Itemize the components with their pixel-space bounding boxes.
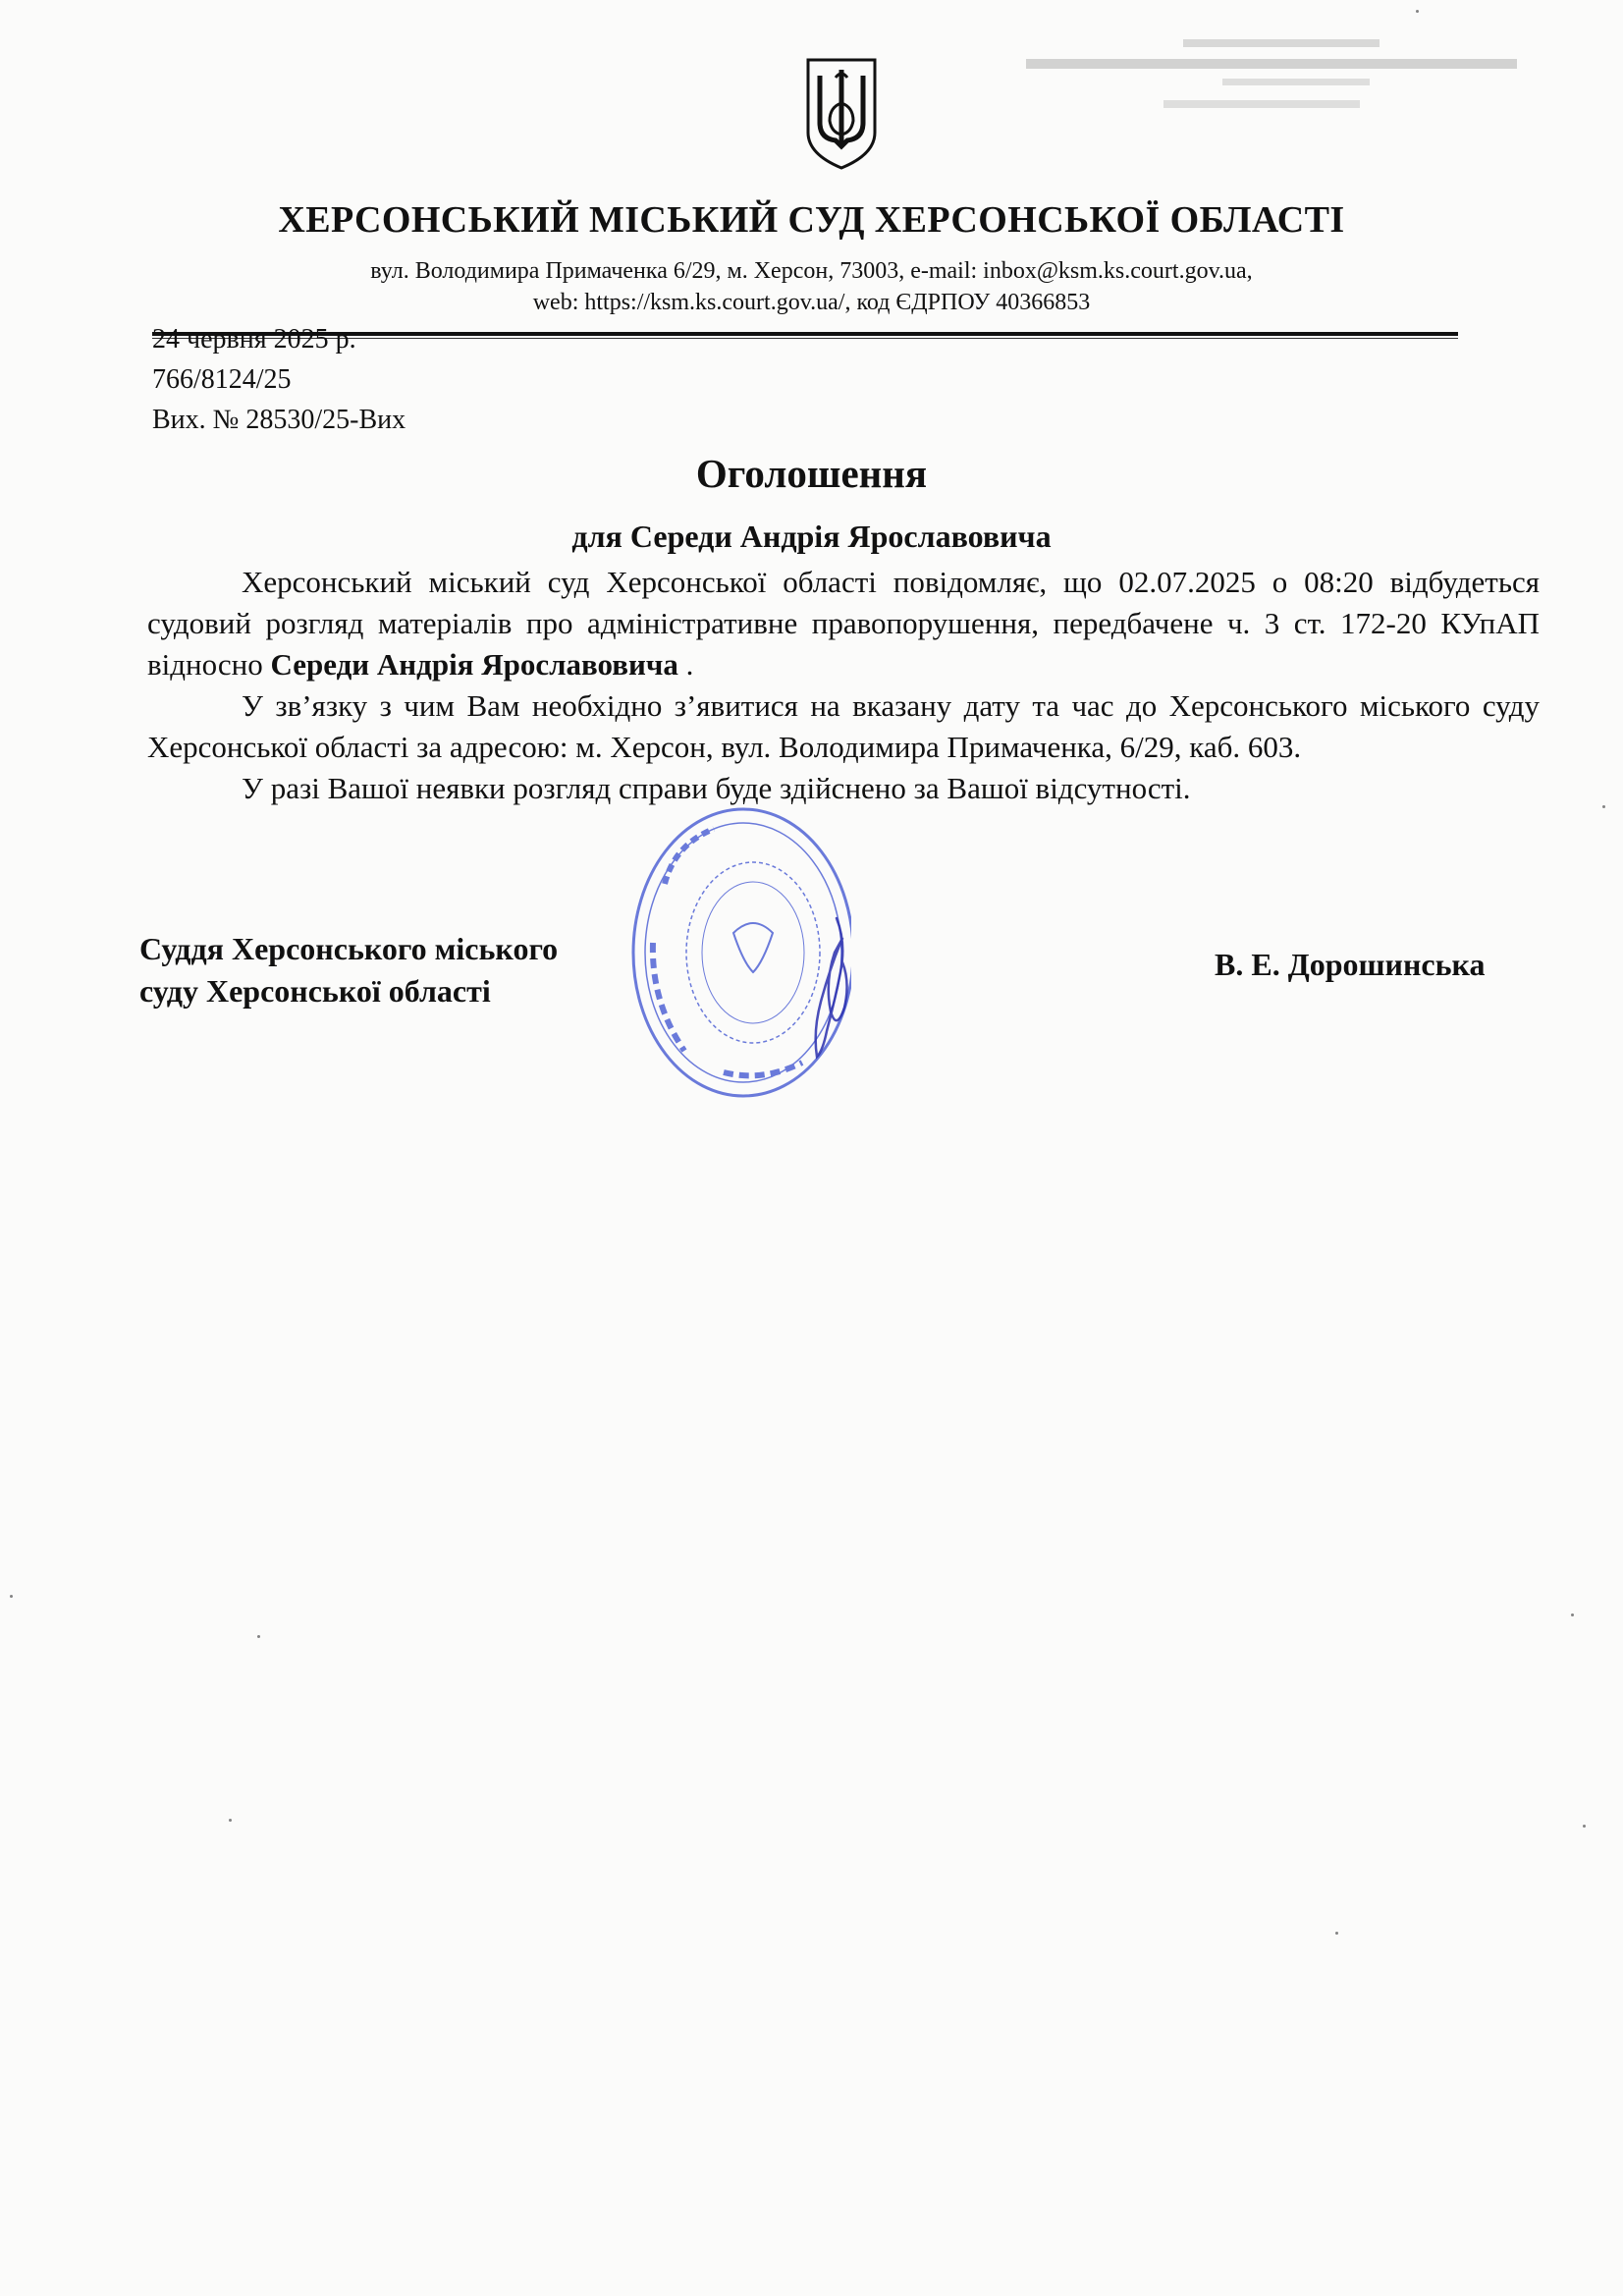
announcement-title: Оголошення [695,451,928,496]
scan-speck [1335,1932,1338,1935]
address-line-1: вул. Володимира Примаченка 6/29, м. Херсон, 73003, e-mail: inbox@ksm.ks.court.gov.ua, [370,258,1253,284]
court-name: ХЕРСОНСЬКИЙ МІСЬКИЙ СУД ХЕРСОНСЬКОЇ ОБЛАСТІ [278,199,1345,241]
paragraph-hearing-end: . [677,647,694,682]
scan-speck [1602,805,1605,808]
document-meta [152,319,406,440]
defendant-name: Середи Андрія Ярославовича [270,647,678,682]
handwritten-signature [807,913,854,1061]
trident-icon [802,56,881,172]
paragraph-appearance: У зв’язку з чим Вам необхідно з’явитися на вказану дату та час до Херсонського міського суду Херсонської області за адресою: м. Херсон, вул. Володимира Примаченка, 6/29, каб. 603. [147,688,1540,764]
outgoing-number: Вих. № 28530/25-Вих [152,405,406,435]
announcement-recipient: для Середи Андрія Ярославовича [571,519,1052,554]
judge-title-line-1: Суддя Херсонського міського [139,931,559,966]
judge-title-line-2: суду Херсонської області [139,973,491,1009]
announcement-body [147,562,1540,809]
scan-speck [1416,10,1419,13]
scan-speck [257,1635,260,1638]
paragraph-absence: У разі Вашої неявки розгляд справи буде здійснено за Вашої відсутності. [242,771,1191,805]
document-date: 24 червня 2025 р. [152,324,356,355]
scan-speck [1583,1825,1586,1828]
address-line-2: web: https://ksm.ks.court.gov.ua/, код ЄДРПОУ 40366853 [532,290,1091,315]
paragraph-hearing [147,562,1540,685]
faint-header-stamp [1016,39,1531,120]
court-address [0,255,1623,318]
paragraph-hearing-text: Херсонський міський суд Херсонської області повідомляє, що 02.07.2025 о 08:20 відбудеться судовий розгляд матеріалів про адміністративне правопорушення, передбачене ч. 3 ст. 172-20 КУпАП відносно [147,565,1540,682]
judge-name: В. Е. Дорошинська [1215,947,1486,982]
scan-speck [229,1819,232,1822]
scan-speck [10,1595,13,1598]
case-number: 766/8124/25 [152,364,292,395]
scan-speck [1571,1613,1574,1616]
judge-title [139,928,558,1012]
